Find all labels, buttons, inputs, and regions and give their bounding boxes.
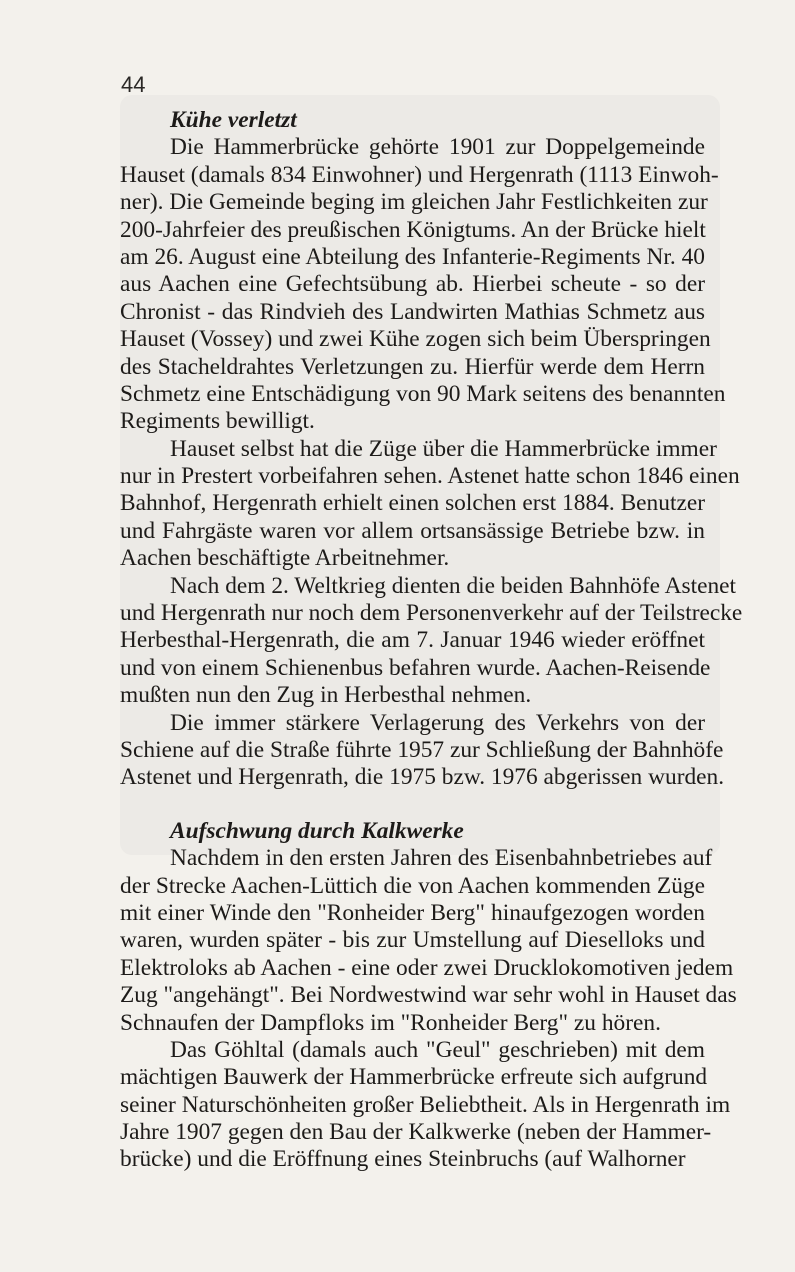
section-gap	[120, 792, 705, 818]
text-line: Elektroloks ab Aachen - eine oder zwei Drucklokomotiven jedem	[120, 954, 734, 981]
section-heading: Aufschwung durch Kalkwerke	[170, 817, 464, 844]
text-line: Hauset selbst hat die Züge über die Hammerbrücke immer	[170, 435, 717, 462]
text-line: Nachdem in den ersten Jahren des Eisenbahnbetriebes auf	[170, 845, 713, 872]
text-line: Regiments bewilligt.	[120, 408, 315, 435]
text-line: Schnaufen der Dampfloks im "Ronheider Berg" zu hören.	[120, 1009, 661, 1036]
text-line: und Fahrgäste waren vor allem ortsansässige Betriebe bzw. in	[120, 517, 705, 544]
text-line: Chronist - das Rindvieh des Landwirten Mathias Schmetz aus	[120, 298, 705, 325]
text-line: Herbesthal-Hergenrath, die am 7. Januar 1946 wieder eröffnet	[120, 627, 705, 654]
text-line: mit einer Winde den "Ronheider Berg" hinaufgezogen worden	[120, 899, 705, 926]
text-line: waren, wurden später - bis zur Umstellung auf Dieselloks und	[120, 927, 705, 954]
text-line: brücke) und die Eröffnung eines Steinbruchs (auf Walhorner	[120, 1146, 686, 1173]
text-line: ner). Die Gemeinde beging im gleichen Jahr Festlichkeiten zur	[120, 189, 708, 216]
text-line: aus Aachen eine Gefechtsübung ab. Hierbei scheute - so der	[120, 271, 705, 298]
text-line: der Strecke Aachen-Lüttich die von Aachen kommenden Züge	[120, 872, 705, 899]
text-line: seiner Naturschönheiten großer Beliebtheit. Als in Hergenrath im	[120, 1091, 731, 1118]
section-heading: Kühe verletzt	[170, 107, 297, 133]
text-line: und von einem Schienenbus befahren wurde. Aachen-Reisende	[120, 654, 711, 681]
text-line: Die immer stärkere Verlagerung des Verkehrs von der	[170, 709, 705, 736]
text-line: Schmetz eine Entschädigung von 90 Mark seitens des benannten	[120, 380, 726, 407]
text-line: Nach dem 2. Weltkrieg dienten die beiden Bahnhöfe Astenet	[170, 572, 737, 599]
text-line: Hauset (Vossey) und zwei Kühe zogen sich beim Überspringen	[120, 326, 711, 353]
text-line: mächtigen Bauwerk der Hammerbrücke erfreute sich aufgrund	[120, 1064, 708, 1091]
text-line: Jahre 1907 gegen den Bau der Kalkwerke (neben der Hammer-	[120, 1119, 712, 1146]
text-line: Zug "angehängt". Bei Nordwestwind war sehr wohl in Hauset das	[120, 982, 737, 1009]
text-line: des Stacheldrahtes Verletzungen zu. Hierfür werde dem Herrn	[120, 353, 705, 380]
text-line: 200-Jahrfeier des preußischen Königtums. An der Brücke hielt	[120, 216, 706, 243]
text-line: Schiene auf die Straße führte 1957 zur Schließung der Bahnhöfe	[120, 736, 724, 763]
text-line: am 26. August eine Abteilung des Infanterie-Regiments Nr. 40	[120, 243, 705, 270]
body-text	[120, 107, 743, 1174]
page-number: 44	[121, 72, 146, 97]
text-line: Bahnhof, Hergenrath erhielt einen solchen erst 1884. Benutzer	[120, 490, 705, 517]
text-line: Astenet und Hergenrath, die 1975 bzw. 1976 abgerissen wurden.	[120, 764, 725, 791]
text-line: mußten nun den Zug in Herbesthal nehmen.	[120, 682, 532, 709]
text-line: Die Hammerbrücke gehörte 1901 zur Doppelgemeinde	[170, 134, 705, 161]
text-line: Das Göhltal (damals auch "Geul" geschrieben) mit dem	[170, 1036, 705, 1063]
text-line: nur in Prestert vorbeifahren sehen. Astenet hatte schon 1846 einen	[120, 463, 740, 490]
text-line: Hauset (damals 834 Einwohner) und Hergenrath (1113 Einwoh-	[120, 161, 719, 188]
text-line: Aachen beschäftigte Arbeitnehmer.	[120, 545, 450, 572]
text-line: und Hergenrath nur noch dem Personenverkehr auf der Teilstrecke	[120, 600, 743, 627]
